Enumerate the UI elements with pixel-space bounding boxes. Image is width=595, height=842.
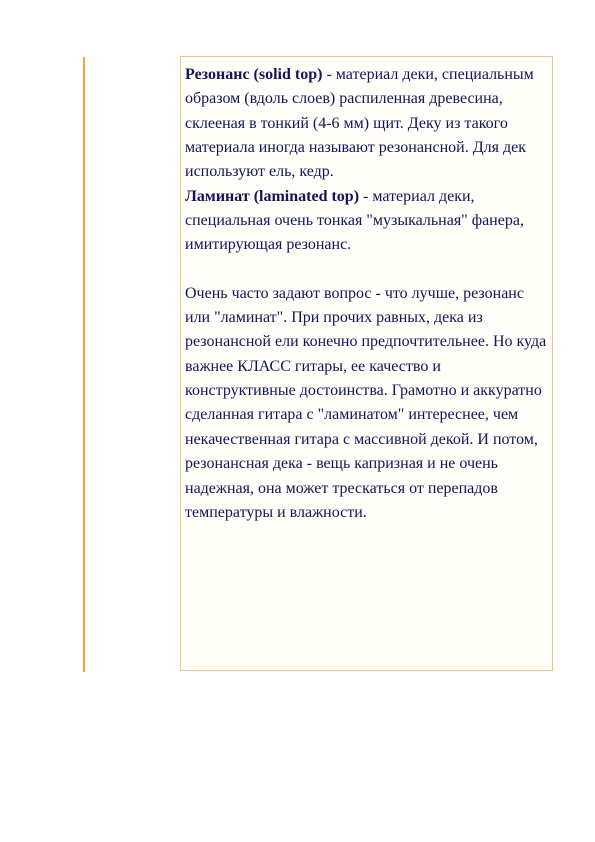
article-text: [185, 63, 551, 525]
laminated-top-definition: - материал деки, специальная очень тонкая "музыкальная" фанера, имитирующая резонанс.: [185, 187, 524, 254]
left-margin-rule: [83, 57, 85, 672]
discussion-paragraph: Очень часто задают вопрос - что лучше, резонанс или "ламинат". При прочих равных, дека из резонансной ели конечно предпочтительнее. Но куда важнее КЛАСС гитары, ее качество и конструктивные достоинства. Грамотно и аккуратно сделанная гитара с "ламинатом" интереснее, чем некачественная гитара с массивной декой. И потом, резонансная дека - вещь капризная и не очень надежная, она может трескаться от перепадов температуры и влажности.: [185, 284, 547, 521]
solid-top-definition: - материал деки, специальным образом (вдоль слоев) распиленная древесина, склееная в тонкий (4-6 мм) щит. Деку из такого материала иногда называют резонансной. Для дек используют ель, кедр.: [185, 66, 534, 181]
laminated-top-term: Ламинат (laminated top): [185, 187, 360, 205]
laminated-top-paragraph: [185, 185, 551, 258]
paragraph-spacer: [185, 258, 551, 282]
solid-top-term: Резонанс (solid top): [185, 66, 323, 83]
solid-top-paragraph: [185, 63, 551, 185]
